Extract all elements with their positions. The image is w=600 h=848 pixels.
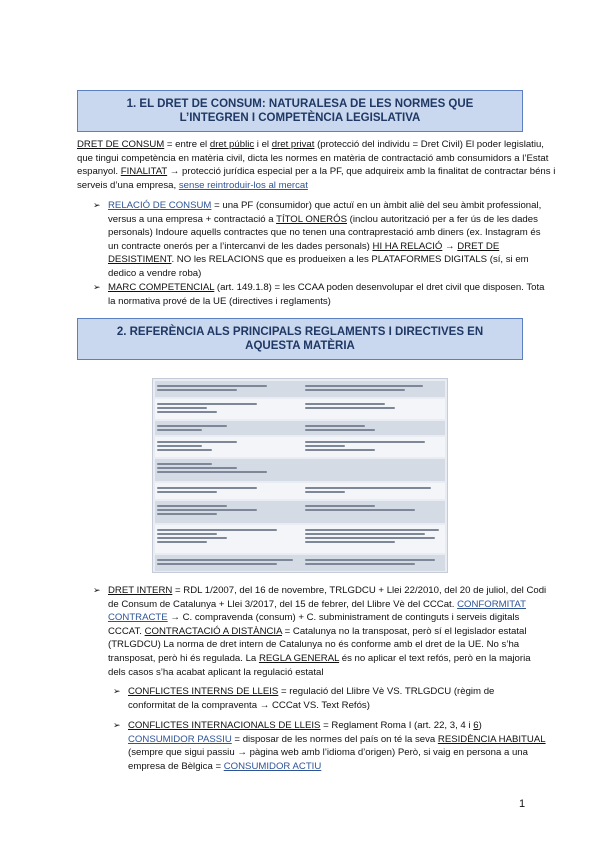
term-dret-intern: DRET INTERN: [108, 585, 173, 596]
bullet-marc-competencial: [108, 281, 545, 308]
section-2-title-line1: 2. REFERÈNCIA ALS PRINCIPALS REGLAMENTS I DIRECTIVES EN: [116, 326, 484, 338]
text-line: conformitat de la compraventa → CCCat VS. Text Refós): [128, 699, 370, 711]
term-relacio-de-consum: RELACIÓ DE CONSUM: [108, 200, 212, 211]
text: és no aplicar el text refós, però en la majoria: [339, 652, 531, 664]
table-cell: [155, 485, 299, 497]
table-row: [155, 421, 445, 435]
table-cell: [303, 383, 445, 395]
text: (inclou autorització per a fer ús de les dades: [346, 213, 538, 225]
table-cell: [155, 439, 299, 455]
term-regla-general: REGLA GENERAL: [258, 652, 340, 664]
term-contractacio-a-distancia: CONTRACTACIÓ A DISTÀNCIA: [144, 625, 282, 637]
table-cell: [303, 439, 445, 455]
term-dret-de-consum: DRET DE CONSUM: [77, 139, 165, 150]
table-row: [155, 437, 445, 457]
text-line: la normativa prové de la UE (directives i reglaments): [108, 295, 331, 307]
text-line: personals) Indoure aquells contractes que no tenen una contraprestació amb diners (ex. Instagram és: [108, 227, 541, 239]
table-cell: [155, 557, 299, 569]
term-consumidor-actiu: CONSUMIDOR ACTIU: [223, 760, 322, 772]
regulations-table-image: [152, 378, 448, 573]
term-contracte: CONTRACTE: [108, 612, 168, 624]
table-row: [155, 483, 445, 499]
table-row: [155, 555, 445, 571]
term-article-6: 6: [473, 720, 479, 731]
term-dret-de: DRET DE: [457, 240, 500, 252]
text-line: (sempre que sigui passiu → pàgina web amb l’idioma d’origen) Però, si vaig en persona a una: [128, 747, 528, 759]
term-conflictes-internacionals: CONFLICTES INTERNACIONALS DE LLEIS: [128, 720, 321, 731]
table-cell: [155, 383, 299, 395]
text: = Catalunya no la transposat, però sí el legislador estatal: [281, 625, 527, 637]
bullet-conflictes-interns: [128, 685, 523, 712]
bullet-dret-intern: [108, 584, 547, 679]
section-2-title-line2: AQUESTA MATÈRIA: [245, 340, 355, 352]
text: = entre el: [164, 139, 210, 150]
text-line: dels casos s’ha acabat aplicant la regulació estatal: [108, 666, 324, 678]
table-row: [155, 501, 445, 523]
table-cell: [303, 557, 445, 569]
term-dret-privat: dret privat: [271, 139, 315, 150]
table-cell: [303, 423, 445, 433]
bullet-arrow-icon: ➢: [93, 282, 101, 292]
text: un contracte onerós per a l’intercanvi de les dades personals): [108, 240, 373, 252]
text: ): [478, 720, 482, 731]
text: (protecció del individu = Dret Civil) El poder legislatiu,: [314, 139, 544, 150]
bullet-arrow-icon: ➢: [113, 720, 121, 730]
table-cell: [303, 401, 445, 417]
table-cell: [155, 503, 299, 521]
text: serveis d’una empresa,: [77, 179, 179, 191]
table-row: [155, 459, 445, 481]
text: CCCAT.: [108, 625, 145, 637]
text: → protecció jurídica especial per a la PF, que adquireix amb la finalitat de contractar béns i: [167, 166, 556, 178]
table-row: [155, 399, 445, 419]
term-finalitat: FINALITAT: [120, 166, 168, 178]
section-1-heading: [77, 90, 523, 132]
term-desistiment: DESISTIMENT: [108, 254, 172, 266]
page-number: 1: [519, 798, 526, 810]
term-marc-competencial: MARC COMPETENCIAL: [108, 282, 215, 293]
text: . NO les RELACIONS que es produeixen a les PLATAFORMES DIGITALS (sí, si em: [171, 254, 529, 266]
text-line: que tingui competència en matèria civil, dicta les normes en matèria de contractació amb consumidors a l’Estat: [77, 152, 549, 164]
bullet-arrow-icon: ➢: [93, 200, 101, 210]
term-residencia-habitual: RESIDÈNCIA HABITUAL: [437, 733, 546, 745]
section-2-heading: [77, 318, 523, 360]
table-row: [155, 525, 445, 553]
term-sense-reintroduir: sense reintroduir-los al mercat: [178, 179, 308, 191]
bullet-conflictes-internacionals: [128, 719, 546, 773]
text: espanyol.: [77, 166, 121, 178]
text: → C. compravenda (consum) + C. subministrament de continguts i serveis digitals: [167, 612, 520, 624]
text: versus a una empresa + contractació a: [108, 213, 277, 225]
text: i el: [254, 139, 272, 150]
text: = disposar de les normes del país on té la seva: [231, 733, 438, 745]
table-cell: [303, 527, 445, 551]
text: = una PF (consumidor) que actuï en un àmbit aliè del seu àmbit professional,: [211, 200, 542, 211]
text: →: [442, 240, 458, 252]
bullet-relacio-de-consum: [108, 199, 542, 281]
table-cell: [303, 503, 445, 521]
term-conformitat: CONFORMITAT: [457, 598, 526, 610]
table-row: [155, 381, 445, 397]
text: = regulació del Llibre Vè VS. TRLGDCU (règim de: [278, 686, 495, 697]
table-cell: [155, 527, 299, 551]
section-1-title-line1: 1. EL DRET DE CONSUM: NATURALESA DE LES NORMES QUE: [126, 98, 474, 110]
text-line: dedico a vendre roba): [108, 267, 202, 279]
table-cell: [155, 401, 299, 417]
text: transposat, però hi és regulada. La: [108, 652, 259, 664]
text: (art. 149.1.8) = les CCAA poden desenvolupar el dret civil que disposen. Tota: [214, 282, 545, 293]
table-cell: [303, 485, 445, 497]
table-cell: [303, 461, 445, 479]
table-cell: [155, 423, 299, 433]
text: de Consum de Catalunya + Llei 3/2017, del 15 de febrer, del Llibre Vè del CCCat.: [108, 598, 458, 610]
text: = Reglament Roma I (art. 22, 3, 4 i: [320, 720, 474, 731]
term-conflictes-interns: CONFLICTES INTERNS DE LLEIS: [128, 686, 279, 697]
term-consumidor-passiu: CONSUMIDOR PASSIU: [128, 733, 232, 745]
term-dret-public: dret públic: [209, 139, 255, 150]
text: = RDL 1/2007, del 16 de novembre, TRLGDCU + Llei 22/2010, del 20 de juliol, del Codi: [172, 585, 547, 596]
text: empresa de Bèlgica =: [128, 760, 224, 772]
term-hi-ha-relacio: HI HA RELACIÓ: [372, 240, 443, 252]
section-1-title-line2: L’INTEGREN I COMPETÈNCIA LEGISLATIVA: [179, 112, 421, 124]
term-titol-oneros: TÍTOL ONERÓS: [276, 213, 347, 225]
bullet-arrow-icon: ➢: [113, 686, 121, 696]
bullet-arrow-icon: ➢: [93, 585, 101, 595]
intro-paragraph: [77, 138, 556, 192]
text-line: (TRLGDCU) La norma de dret intern de Catalunya no és conforme amb el dret de la UE. No s’ha: [108, 639, 520, 651]
table-cell: [155, 461, 299, 479]
